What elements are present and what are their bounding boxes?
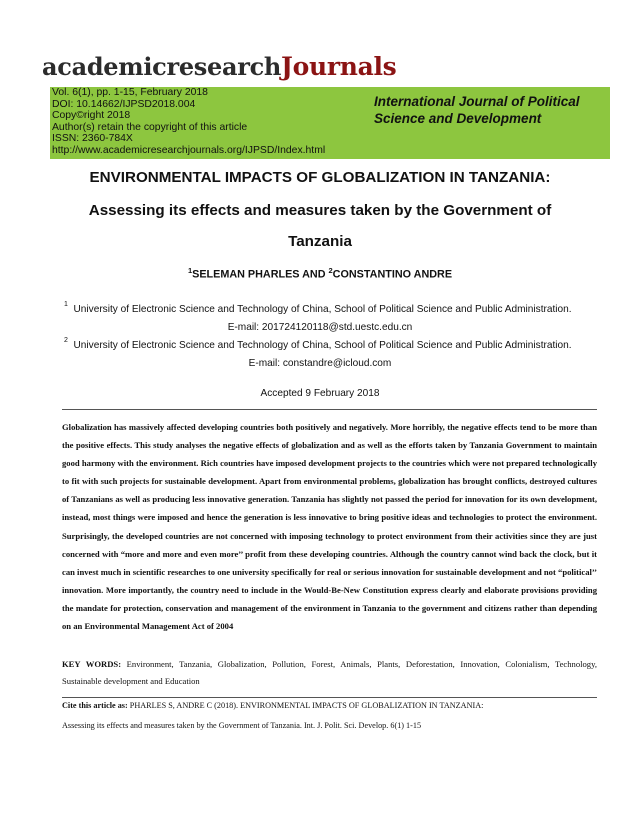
keywords-list: Environment, Tanzania, Globalization, Pollution, Forest, Animals, Plants, Deforestation, Innovation, Colonialism, Technology, Sustainable development and Education (62, 659, 597, 686)
author1-name: SELEMAN PHARLES AND (192, 268, 329, 281)
affiliation-2 (64, 337, 572, 351)
accepted-date: Accepted 9 February 2018 (260, 388, 380, 399)
header-band-rule (50, 157, 610, 159)
keywords-label: KEY WORDS: (62, 659, 122, 669)
keywords (62, 656, 597, 689)
author1-superscript: 1 (187, 266, 193, 275)
abstract: Globalization has massively affected developing countries both positively and negatively. More horribly, the negative effects tend to be more than the positive effects. This study analyses the negative effects of globalization and as well as the efforts taken by Tanzania Government to maintain good harmony with the environment. Rich countries have imposed development projects to the countries which were not prepared technologically to fit with such projects for sustainable development. Apart from environmental problems, globalization has brought conflicts, destroyed cultures of Tanzanians as well as producing less innovative generation. Tanzania has slightly not passed the period for innovation for its own development, instead, most things were imposed and hence the generation is less innovative to bring positive ideas and technologies to protect the environment. Surprisingly, the developed countries are not concerned with imposing technology to protect environment from their activities since they are just concerned with “more and more and even more’’ profit from these developing countries. Although the country cannot wind back the clock, but it can invest much in scientific researches to one university specifically for real or serious innovation for sustainable development and not “political’’ innovation. More importantly, the country need to include in the Would-Be-New Constitution express clearly and elaborate provisions providing the mandate for protection, conservation and management of the environment in Tanzania to the government and citizens rather than depending on an Environmental Management Act of 2004 (62, 422, 597, 632)
logo-text-main: academicresearch (42, 52, 282, 81)
article-title-line-3: Tanzania (288, 233, 352, 250)
journal-title: International Journal of Political Science and Development (374, 94, 580, 126)
email-1[interactable]: E-mail: 201724120118@std.uestc.edu.cn (227, 322, 413, 333)
meta-rights: Author(s) retain the copyright of this article (52, 121, 248, 133)
email-2[interactable]: E-mail: constandre@icloud.com (248, 358, 392, 369)
meta-volume: Vol. 6(1), pp. 1-15, February 2018 (52, 87, 208, 98)
article-title-line-2: Assessing its effects and measures taken by the Government of (88, 202, 552, 219)
publisher-logo (42, 52, 396, 82)
affiliation-2-text: University of Electronic Science and Technology of China, School of Political Science and Public Administration. (73, 340, 572, 351)
author2-superscript: 2 (328, 266, 333, 275)
article-title-line-1: ENVIRONMENTAL IMPACTS OF GLOBALIZATION IN TANZANIA: (89, 169, 551, 186)
affiliation-2-superscript: 2 (64, 337, 68, 344)
meta-issn: ISSN: 2360-784X (52, 133, 133, 145)
author-line (40, 266, 600, 281)
meta-doi: DOI: 10.14662/IJPSD2018.004 (52, 98, 196, 110)
author2-name: CONSTANTINO ANDRE (332, 268, 453, 281)
citation-line-2: Assessing its effects and measures taken by the Government of Tanzania. Int. J. Polit. Sci. Develop. 6(1) 1-15 (62, 721, 422, 730)
meta-copyright: Copy©right 2018 (52, 110, 131, 122)
citation (62, 696, 602, 736)
citation-label: Cite this article as: (62, 701, 128, 710)
affiliation-1-superscript: 1 (64, 301, 68, 308)
article-meta (52, 87, 325, 157)
abstract-top-rule (62, 409, 597, 410)
meta-url[interactable]: http://www.academicresearchjournals.org/IJPSD/Index.html (52, 144, 326, 156)
affiliation-1-text: University of Electronic Science and Technology of China, School of Political Science and Public Administration. (73, 304, 572, 315)
affiliation-1 (64, 301, 572, 315)
citation-text-1: PHARLES S, ANDRE C (2018). ENVIRONMENTAL IMPACTS OF GLOBALIZATION IN TANZANIA: (129, 701, 484, 710)
logo-text-accent: Journals (281, 52, 397, 81)
citation-line-1 (62, 696, 602, 716)
